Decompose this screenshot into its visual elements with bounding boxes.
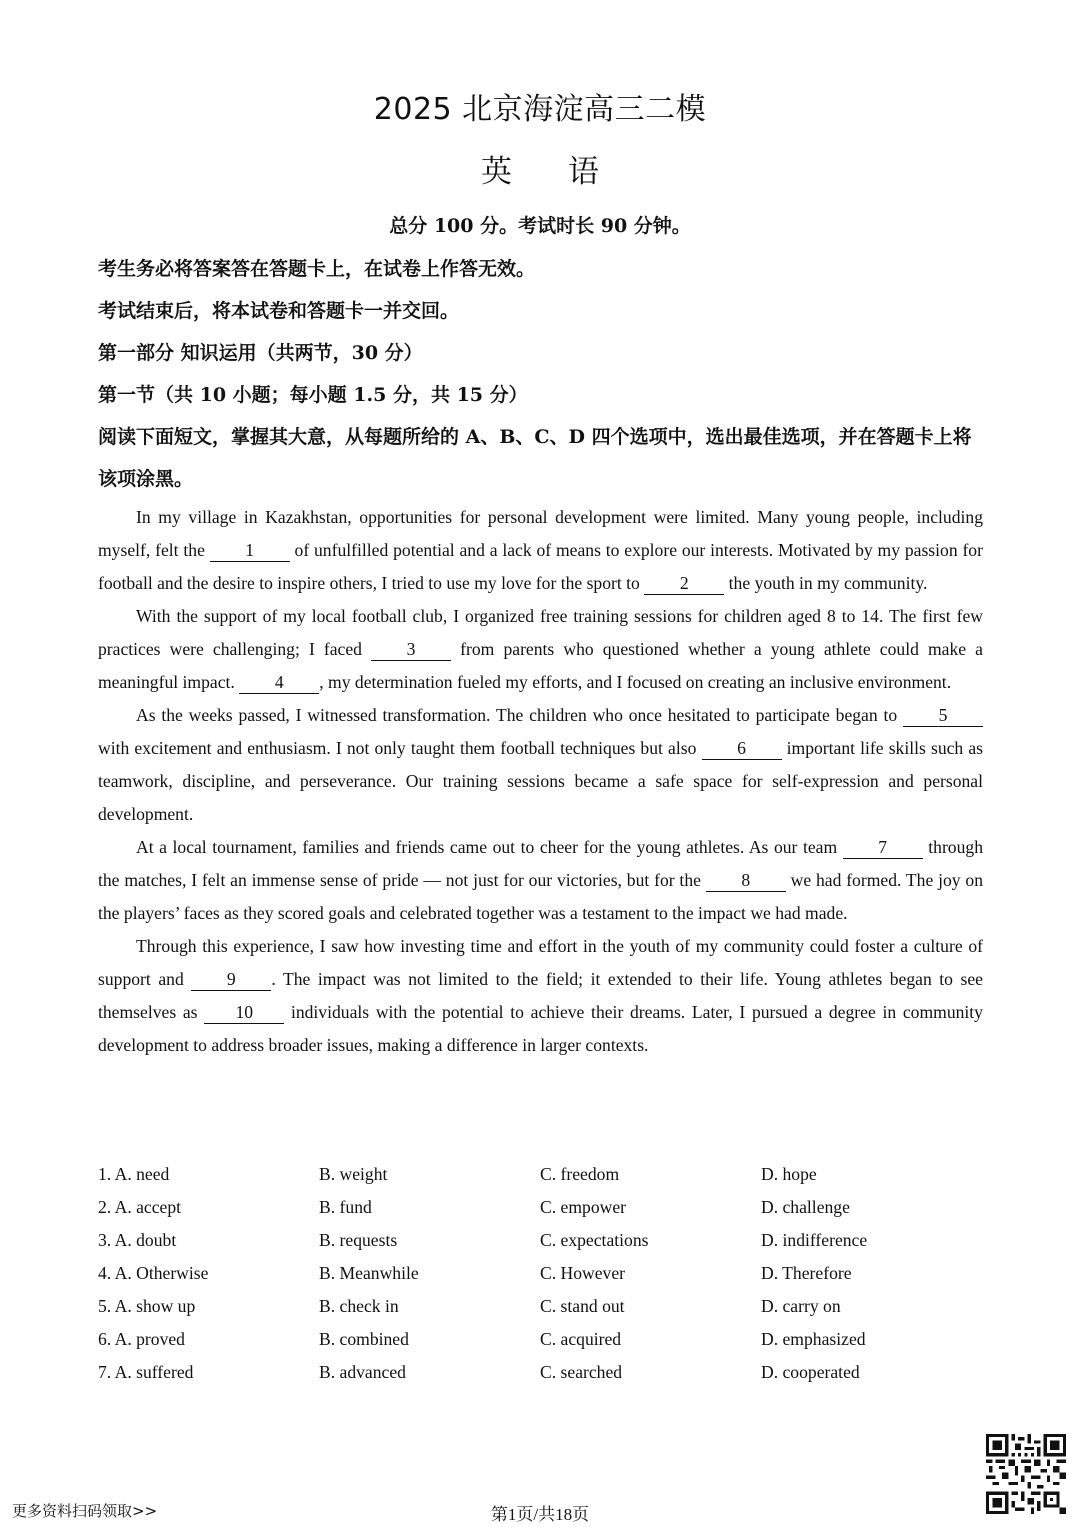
option-c: C. searched <box>540 1362 623 1382</box>
option-b: B. Meanwhile <box>319 1263 419 1283</box>
option-c: C. empower <box>540 1197 626 1217</box>
cloze-passage <box>98 501 983 1062</box>
passage-paragraph <box>98 699 983 831</box>
option-b: B. advanced <box>319 1362 406 1382</box>
option-row <box>98 1158 983 1191</box>
passage-paragraph <box>98 501 983 600</box>
qr-code-icon[interactable] <box>986 1434 1066 1514</box>
option-b: B. combined <box>319 1329 409 1349</box>
page-number: 第1页/共18页 <box>490 1505 590 1524</box>
reading-directions: 阅读下面短文，掌握其大意，从每题所给的 A、B、C、D 四个选项中，选出最佳选项，并在答题卡上将该项涂黑。 <box>98 426 972 490</box>
option-b: B. requests <box>319 1230 398 1250</box>
blank-3: 3 <box>371 638 451 661</box>
option-c: C. However <box>540 1263 626 1283</box>
passage-text: , my determination fueled my efforts, and I focused on creating an inclusive environment. <box>319 672 952 692</box>
blank-8: 8 <box>706 869 786 892</box>
option-d: D. challenge <box>761 1197 850 1217</box>
option-row <box>98 1290 983 1323</box>
option-a: 4. A. Otherwise <box>98 1263 209 1283</box>
option-row <box>98 1191 983 1224</box>
option-b: B. fund <box>319 1197 372 1217</box>
passage-paragraph <box>98 831 983 930</box>
option-a: 2. A. accept <box>98 1197 182 1217</box>
passage-text: we had formed. The joy on the players’ faces as they scored goals and celebrated together was a testament to the impact we had made. <box>98 870 984 923</box>
passage-text: of unfulfilled potential and a lack of means to explore our interests. Motivated by my passion for football and the desire to inspire others, I tried to use my love for the sport to <box>98 540 983 593</box>
blank-7: 7 <box>843 836 923 859</box>
option-d: D. indifference <box>761 1230 868 1250</box>
option-c: C. stand out <box>540 1296 625 1316</box>
blank-2: 2 <box>644 572 724 595</box>
passage-text: the youth in my community. <box>728 573 928 593</box>
blank-9: 9 <box>191 968 271 991</box>
section-one-heading: 第一节（共 10 小题；每小题 1.5 分，共 15 分） <box>98 384 528 406</box>
option-a: 1. A. need <box>98 1164 170 1184</box>
passage-text: through the matches, I felt an immense sense of pride — not just for our victories, but for the <box>98 837 983 890</box>
option-a: 3. A. doubt <box>98 1230 177 1250</box>
blank-5: 5 <box>903 704 983 727</box>
passage-text: In my village in Kazakhstan, opportunities for personal development were limited. Many young people, including myself, felt the <box>98 507 983 560</box>
instruction-answer-sheet: 考生务必将答案答在答题卡上，在试卷上作答无效。 <box>98 258 536 280</box>
blank-10: 10 <box>204 1001 284 1024</box>
option-row <box>98 1356 983 1389</box>
option-b: B. check in <box>319 1296 399 1316</box>
option-b: B. weight <box>319 1164 388 1184</box>
passage-text: With the support of my local football club, I organized free training sessions for children aged 8 to 14. The first few practices were challenging; I faced <box>98 606 983 659</box>
passage-paragraph <box>98 930 983 1062</box>
option-row <box>98 1224 983 1257</box>
option-c: C. expectations <box>540 1230 649 1250</box>
blank-4: 4 <box>239 671 319 694</box>
option-d: D. cooperated <box>761 1362 860 1382</box>
part-one-heading: 第一部分 知识运用（共两节，30 分） <box>98 342 423 364</box>
option-row <box>98 1323 983 1356</box>
passage-text: At a local tournament, families and friends came out to cheer for the young athletes. As our team <box>136 837 838 857</box>
exam-meta: 总分 100 分。考试时长 90 分钟。 <box>389 215 691 237</box>
more-resources-link[interactable]: 更多资料扫码领取>> <box>12 1502 158 1520</box>
passage-text: Through this experience, I saw how investing time and effort in the youth of my community could foster a culture of support and <box>98 936 983 989</box>
blank-6: 6 <box>702 737 782 760</box>
instruction-hand-in: 考试结束后，将本试卷和答题卡一并交回。 <box>98 300 460 322</box>
passage-text: individuals with the potential to achieve their dreams. Later, I pursued a degree in community development to address broader issues, making a difference in larger contexts. <box>98 1002 983 1055</box>
answer-options <box>98 1158 983 1389</box>
option-a: 5. A. show up <box>98 1296 196 1316</box>
option-a: 6. A. proved <box>98 1329 185 1349</box>
passage-paragraph <box>98 600 983 699</box>
option-c: C. freedom <box>540 1164 620 1184</box>
option-row <box>98 1257 983 1290</box>
passage-text: with excitement and enthusiasm. I not only taught them football techniques but also <box>98 738 697 758</box>
passage-text: As the weeks passed, I witnessed transformation. The children who once hesitated to participate began to <box>136 705 898 725</box>
option-d: D. Therefore <box>761 1263 852 1283</box>
option-d: D. emphasized <box>761 1329 866 1349</box>
passage-text: from parents who questioned whether a young athlete could make a meaningful impact. <box>98 639 983 692</box>
option-c: C. acquired <box>540 1329 622 1349</box>
option-d: D. hope <box>761 1164 817 1184</box>
blank-1: 1 <box>210 539 290 562</box>
exam-title: 2025 北京海淀高三二模 <box>373 92 707 127</box>
passage-text: . The impact was not limited to the field; it extended to their life. Young athletes began to see themselves as <box>98 969 983 1022</box>
subject-heading: 英语 <box>481 154 655 190</box>
option-d: D. carry on <box>761 1296 841 1316</box>
passage-text: important life skills such as teamwork, discipline, and perseverance. Our training sessions became a safe space for self-expression and personal development. <box>98 738 983 824</box>
option-a: 7. A. suffered <box>98 1362 194 1382</box>
